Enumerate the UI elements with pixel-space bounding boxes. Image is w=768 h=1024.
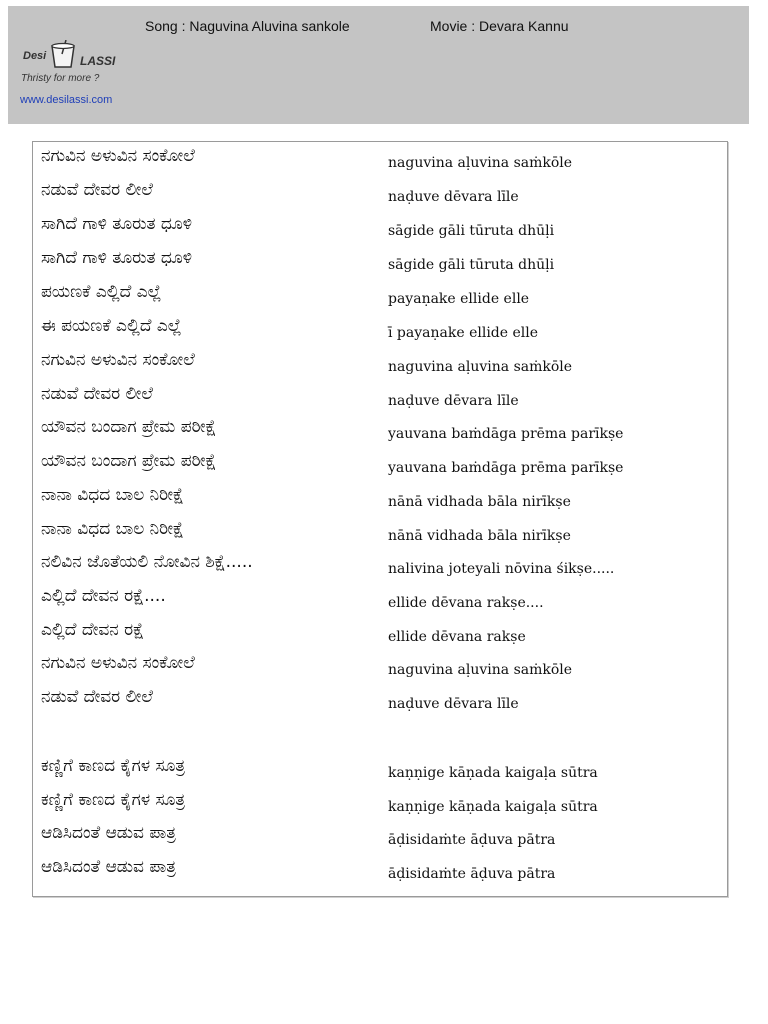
kannada-line: ಎಲ್ಲಿದೆ ದೇವನ ರಕ್ಷೆ	[41, 620, 145, 640]
transliteration-line: kaṇṇige kāṇada kaigaḷa sūtra	[388, 765, 598, 781]
lyric-row	[33, 451, 727, 485]
kannada-line: ನಾನಾ ವಿಧದ ಬಾಲ ನಿರೀಕ್ಷೆ	[41, 519, 184, 539]
lassi-cup-icon	[46, 40, 80, 70]
transliteration-line: sāgide gāli tūruta dhūḷi	[388, 223, 555, 239]
kannada-line: ಕಣ್ಣಿಗೆ ಕಾಣದ ಕೈಗಳ ಸೂತ್ರ	[41, 756, 186, 776]
page-header	[8, 6, 749, 124]
lyric-row	[33, 687, 727, 721]
transliteration-line: naḍuve dēvara līle	[388, 393, 519, 409]
lyric-row	[33, 180, 727, 214]
kannada-line: ನಗುವಿನ ಅಳುವಿನ ಸಂಕೋಲೆ	[41, 653, 195, 673]
kannada-line: ಯೌವನ ಬಂದಾಗ ಪ್ರೇಮ ಪರೀಕ್ಷೆ	[41, 451, 217, 471]
kannada-line: ಆಡಿಸಿದಂತೆ ಆಡುವ ಪಾತ್ರ	[41, 823, 176, 843]
transliteration-line: yauvana baṁdāga prēma parīkṣe	[388, 426, 624, 442]
lyric-row	[33, 485, 727, 519]
lyric-row	[33, 282, 727, 316]
transliteration-line: āḍisidaṁte āḍuva pātra	[388, 866, 556, 882]
lyric-row	[33, 519, 727, 553]
transliteration-line: nalivina joteyali nōvina śikṣe.....	[388, 561, 615, 577]
kannada-line: ಕಣ್ಣಿಗೆ ಕಾಣದ ಕೈಗಳ ಸೂತ್ರ	[41, 790, 186, 810]
transliteration-line: kaṇṇige kāṇada kaigaḷa sūtra	[388, 799, 598, 815]
transliteration-line: ellide dēvana rakṣe	[388, 629, 526, 645]
kannada-line: ಎಲ್ಲಿದೆ ದೇವನ ರಕ್ಷೆ....	[41, 586, 166, 606]
kannada-line: ಯೌವನ ಬಂದಾಗ ಪ್ರೇಮ ಪರೀಕ್ಷೆ	[41, 417, 217, 437]
lyric-row	[33, 857, 727, 891]
kannada-line: ಪಯಣಕೆ ಎಲ್ಲಿದೆ ಎಲ್ಲೆ	[41, 282, 162, 302]
transliteration-line: naḍuve dēvara līle	[388, 696, 519, 712]
lyric-row	[33, 384, 727, 418]
song-title: Song : Naguvina Aluvina sankole	[145, 18, 350, 34]
kannada-line: ನಡುವೆ ದೇವರ ಲೀಲೆ	[41, 384, 153, 404]
transliteration-line: yauvana baṁdāga prēma parīkṣe	[388, 460, 624, 476]
kannada-line: ಸಾಗಿದೆ ಗಾಳಿ ತೂರುತ ಧೂಳಿ	[41, 214, 193, 234]
logo-lassi-text: LASSI	[80, 54, 116, 68]
lyric-row	[33, 248, 727, 282]
lyric-row	[33, 146, 727, 180]
lyric-row	[33, 653, 727, 687]
transliteration-line: naguvina aḷuvina saṁkōle	[388, 155, 573, 171]
lyric-row	[33, 316, 727, 350]
logo-tagline: Thristy for more ?	[21, 73, 100, 84]
lyric-row	[33, 350, 727, 384]
transliteration-line: naguvina aḷuvina saṁkōle	[388, 662, 573, 678]
lyric-row	[33, 620, 727, 654]
transliteration-line: nānā vidhada bāla nirīkṣe	[388, 528, 571, 544]
lyric-row	[33, 586, 727, 620]
logo-desi-text: Desi	[23, 50, 47, 62]
kannada-line: ನಡುವೆ ದೇವರ ಲೀಲೆ	[41, 687, 153, 707]
transliteration-line: nānā vidhada bāla nirīkṣe	[388, 494, 571, 510]
kannada-line: ನಗುವಿನ ಅಳುವಿನ ಸಂಕೋಲೆ	[41, 146, 195, 166]
kannada-line: ನಾನಾ ವಿಧದ ಬಾಲ ನಿರೀಕ್ಷೆ	[41, 485, 184, 505]
transliteration-line: naguvina aḷuvina saṁkōle	[388, 359, 573, 375]
kannada-line: ಈ ಪಯಣಕೆ ಎಲ್ಲಿದೆ ಎಲ್ಲೆ	[41, 316, 182, 336]
kannada-line: ಸಾಗಿದೆ ಗಾಳಿ ತೂರುತ ಧೂಳಿ	[41, 248, 193, 268]
movie-title: Movie : Devara Kannu	[430, 18, 569, 34]
desilassi-logo	[20, 36, 150, 92]
lyric-row	[33, 823, 727, 857]
transliteration-line: āḍisidaṁte āḍuva pātra	[388, 832, 556, 848]
kannada-line: ಆಡಿಸಿದಂತೆ ಆಡುವ ಪಾತ್ರ	[41, 857, 176, 877]
lyric-row	[33, 552, 727, 586]
transliteration-line: naḍuve dēvara līle	[388, 189, 519, 205]
transliteration-line: sāgide gāli tūruta dhūḷi	[388, 257, 555, 273]
kannada-line: ನಲಿವಿನ ಜೊತೆಯಲಿ ನೋವಿನ ಶಿಕ್ಷೆ.....	[41, 552, 253, 572]
kannada-line: ನಗುವಿನ ಅಳುವಿನ ಸಂಕೋಲೆ	[41, 350, 195, 370]
lyric-row	[33, 214, 727, 248]
lyric-row	[33, 790, 727, 824]
lyric-row	[33, 417, 727, 451]
transliteration-line: ī payaṇake ellide elle	[388, 325, 539, 341]
lyrics-panel	[32, 141, 728, 897]
lyric-row	[33, 756, 727, 790]
website-link[interactable]: www.desilassi.com	[20, 94, 113, 106]
kannada-line: ನಡುವೆ ದೇವರ ಲೀಲೆ	[41, 180, 153, 200]
transliteration-line: ellide dēvana rakṣe....	[388, 595, 544, 611]
transliteration-line: payaṇake ellide elle	[388, 291, 530, 307]
